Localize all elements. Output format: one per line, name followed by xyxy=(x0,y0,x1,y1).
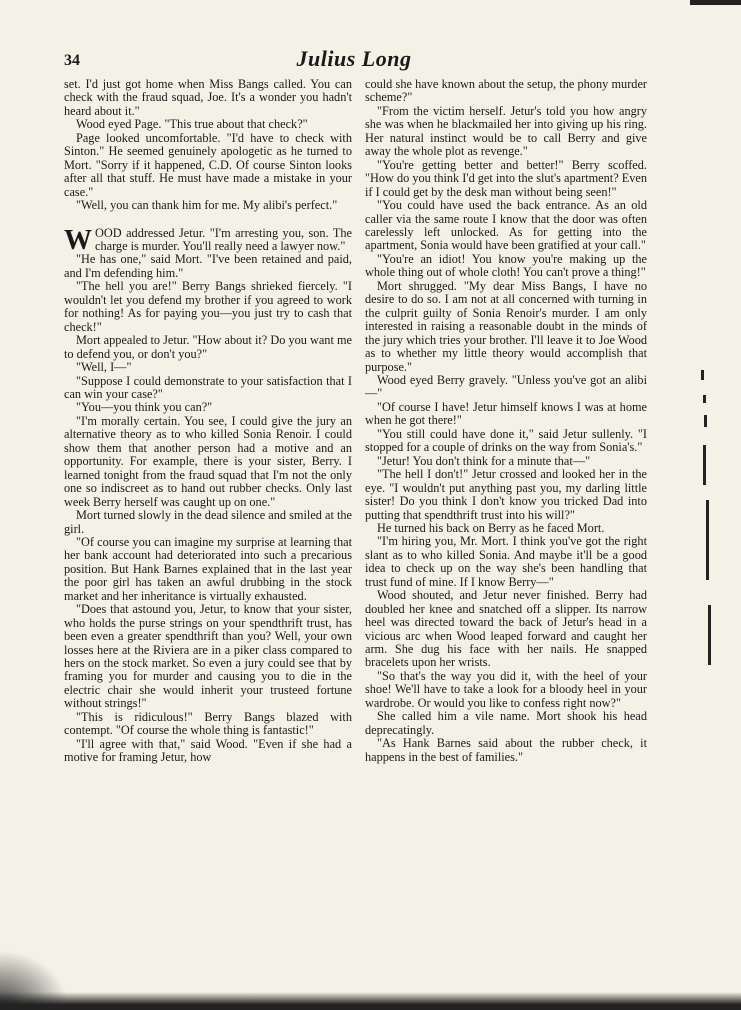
section-opening-paragraph xyxy=(64,224,352,256)
paragraph: "You're getting better and better!" Berry scoffed. "How do you think I'd get into the slut's apartment? Even if I could get by the desk man without being seen!" xyxy=(365,157,647,199)
paragraph: "You could have used the back entrance. As an old caller via the same route I know that the door was often carelessly left unlocked. As for getting into the apartment, Sonia would have been gratified at your call." xyxy=(365,198,647,253)
binding-mark xyxy=(706,500,709,580)
running-title: Julius Long xyxy=(296,46,412,71)
paragraph: "You still could have done it," said Jetur sullenly. "I stopped for a couple of drinks on the way from Sonia's." xyxy=(365,426,647,455)
paragraph: Wood eyed Berry gravely. "Unless you've got an alibi—" xyxy=(365,372,647,401)
paragraph: "Of course you can imagine my surprise at learning that her bank account had deteriorated into such a precarious position. But Hank Barnes explained that in the last year the poor girl has taken an awful drubbing in the stock market and her inheritance is virtually exhausted. xyxy=(64,534,352,603)
drop-cap: W xyxy=(64,224,92,256)
paragraph: "The hell I don't!" Jetur crossed and looked her in the eye. "I wouldn't put anything past you, my darling little sister! Do you think I don't know you tricked Dad into putting that spendthrift trust into his will?" xyxy=(365,467,647,522)
binding-mark xyxy=(708,605,711,665)
page-header xyxy=(64,46,644,76)
paragraph: He turned his back on Berry as he faced Mort. xyxy=(377,520,605,535)
paragraph: "As Hank Barnes said about the rubber check, it happens in the best of families." xyxy=(365,736,647,764)
paragraph: "The hell you are!" Berry Bangs shrieked fiercely. "I wouldn't let you defend my brother if you agreed to work for nothing! As for paying you—you just try to cash that check!" xyxy=(64,279,352,334)
scan-bottom-edge xyxy=(0,992,741,1010)
paragraph: "I'm hiring you, Mr. Mort. I think you've got the right slant as to who killed Sonia. And maybe it'll be a good idea to check up on the way she's been handling that trust fund of mine. If I know Berry—" xyxy=(365,534,647,589)
binding-mark xyxy=(704,415,707,427)
paragraph: could she have known about the setup, the phony murder scheme?" xyxy=(365,77,647,105)
binding-mark xyxy=(703,445,706,485)
paragraph: "You're an idiot! You know you're making up the whole thing out of whole cloth! You can't prove a thing!" xyxy=(365,251,647,280)
binding-mark xyxy=(701,370,704,380)
binding-mark xyxy=(703,395,706,403)
paragraph: Wood eyed Page. "This true about that check?" xyxy=(76,117,308,132)
paragraph: "Well, I—" xyxy=(76,360,132,375)
paragraph: "This is ridiculous!" Berry Bangs blazed with contempt. "Of course the whole thing is fantastic!" xyxy=(64,709,352,738)
paragraph: "So that's the way you did it, with the heel of your shoe! We'll have to take a look for a bloody heel in your wardrobe. Or would you like to confess right now?" xyxy=(365,668,647,710)
paragraph: set. I'd just got home when Miss Bangs called. You can check with the fraud squad, Joe. It's a wonder you hadn't heard about it." xyxy=(64,77,352,118)
paragraph: "Of course I have! Jetur himself knows I was at home when he got there!" xyxy=(365,399,647,428)
paragraph: "Suppose I could demonstrate to your satisfaction that I can win your case?" xyxy=(64,373,352,401)
right-column xyxy=(365,78,647,764)
paragraph-text: OOD addressed Jetur. "I'm arresting you, son. The charge is murder. You'll really need a lawyer now." xyxy=(95,225,352,253)
paragraph: "You—you think you can?" xyxy=(76,400,213,415)
paragraph: She called him a vile name. Mort shook his head deprecatingly. xyxy=(365,709,647,737)
paragraph: Mort turned slowly in the dead silence and smiled at the girl. xyxy=(64,508,352,536)
paragraph: "From the victim herself. Jetur's told you how angry she was when he blackmailed her into giving up his ring. Her natural instinct would be to call Berry and give away the whole plot as revenge." xyxy=(365,103,647,159)
paragraph: "Jetur! You don't think for a minute that—" xyxy=(377,453,591,468)
paragraph: "He has one," said Mort. "I've been retained and paid, and I'm defending him." xyxy=(64,252,352,280)
page-number: 34 xyxy=(64,52,80,69)
paragraph: "Does that astound you, Jetur, to know that your sister, who holds the purse strings on your spendthrift trust, has been even a greater spendthrift than you? Well, your own losses here at the Riviera are in a piker class compared to hers on the stock market. So even a jury could see that by framing you for murder and causing you to die in the electric chair she would inherit your trusteed fortune without strings!" xyxy=(64,602,352,711)
paragraph: Page looked uncomfortable. "I'd have to check with Sinton." He seemed genuinely apologetic as he turned to Mort. "Sorry if it happened, C.D. Of course Sinton looks after all that stuff. He must have made a mistake in your case." xyxy=(64,130,352,199)
paragraph: "Well, you can thank him for me. My alibi's perfect." xyxy=(76,198,338,213)
paragraph: "I'm morally certain. You see, I could give the jury an alternative theory as to who killed Sonia Renoir. I could show them that another person had a motive and an opportunity. For example, there is your sister, Berry. I learned tonight from the fraud squad that I'm not the only one so indiscreet as to hand out rubber checks. Only last week Berry herself was caught up on one." xyxy=(64,413,352,509)
scan-mark xyxy=(690,0,741,5)
paragraph: Mort appealed to Jetur. "How about it? Do you want me to defend you, or don't you?" xyxy=(64,333,352,361)
scan-top-edge xyxy=(0,0,741,10)
left-column xyxy=(64,78,352,765)
paragraph: Mort shrugged. "My dear Miss Bangs, I have no desire to do so. I am not at all concerned with turning in the culprit guilty of Sonia Renoir's murder. I am only interested in raising a reasonable doubt in the minds of the jury which tries your brother. I'll leave it to Joe Wood as to whether my little theory would accomplish that purpose." xyxy=(365,278,647,374)
paragraph: "I'll agree with that," said Wood. "Even if she had a motive for framing Jetur, how xyxy=(64,736,352,765)
paragraph: Wood shouted, and Jetur never finished. Berry had doubled her knee and snatched off a slipper. Its narrow heel was directed toward the back of Jetur's head in a vicious arc when Wood leaped forward and caught her arm. She dug his face with her nails. He snapped bracelets upon her wrists. xyxy=(365,588,647,670)
margin-binding-marks xyxy=(698,370,718,670)
